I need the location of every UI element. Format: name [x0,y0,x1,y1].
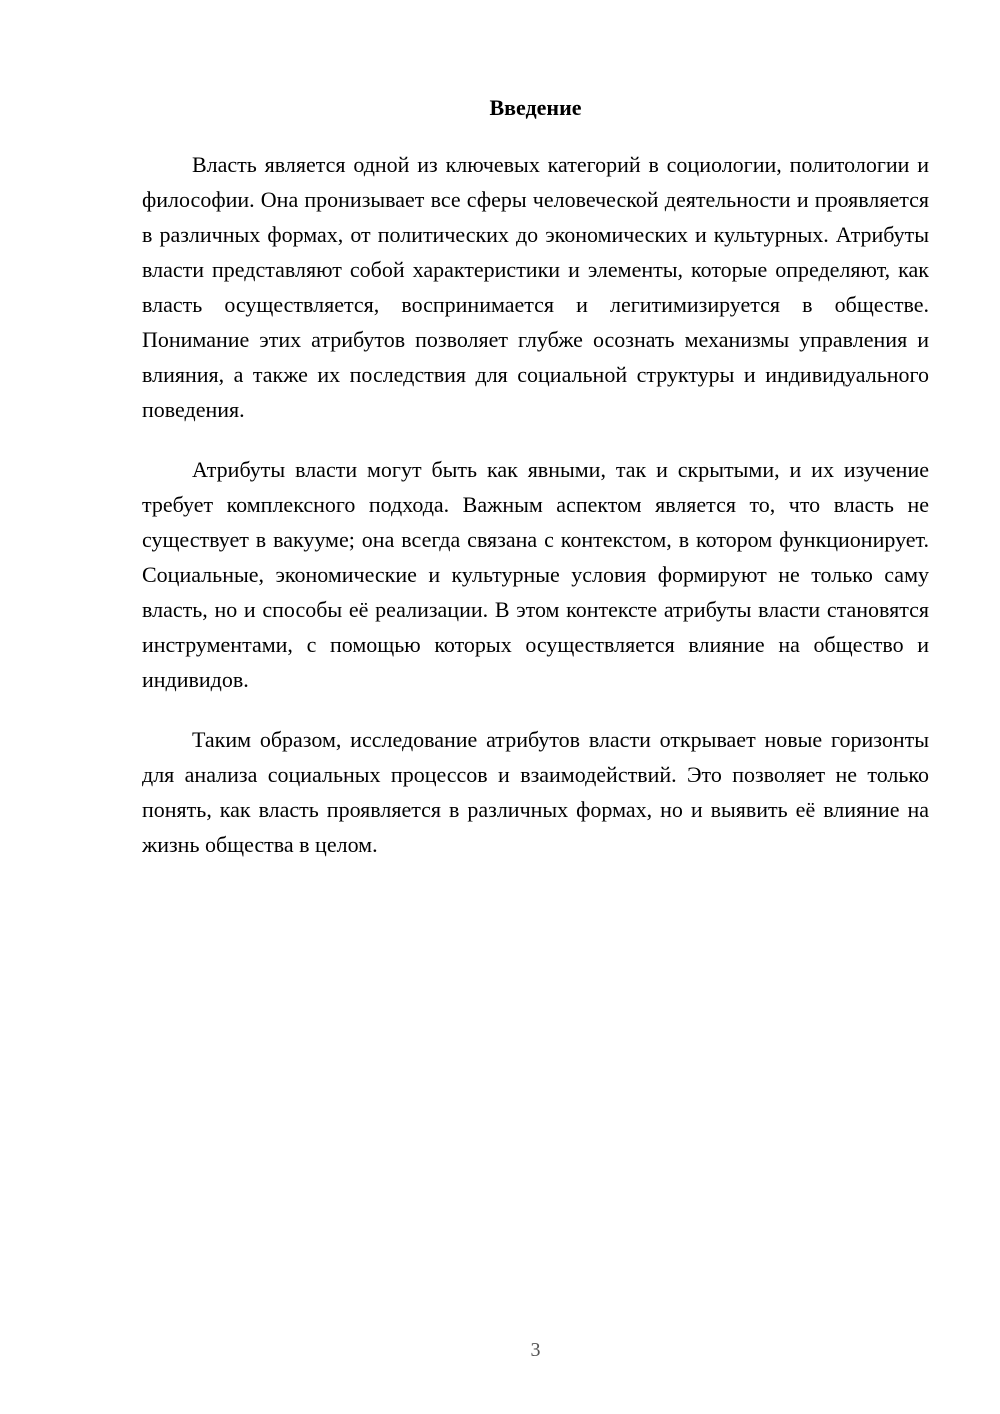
paragraph-3: Таким образом, исследование атрибутов власти открывает новые горизонты для анализа социальных процессов и взаимодействий. Это позволяет не только понять, как власть проявляется в различных формах, но и выявить её влияние на жизнь общества в целом. [142,727,929,857]
paragraph-2: Атрибуты власти могут быть как явными, так и скрытыми, и их изучение требует комплексного подхода. Важным аспектом является то, что власть не существует в вакууме; она всегда связана с контекстом, в котором функционирует. Социальные, экономические и культурные условия формируют не только саму власть, но и способы её реализации. В этом контексте атрибуты власти становятся инструментами, с помощью которых осуществляется влияние на общество и индивидов. [142,457,929,692]
page-number: 3 [530,1339,541,1361]
section-heading: Введение [489,95,582,120]
paragraph-1: Власть является одной из ключевых категорий в социологии, политологии и философии. Она пронизывает все сферы человеческой деятельности и проявляется в различных формах, от политических до экономических и культурных. Атрибуты власти представляют собой характеристики и элементы, которые определяют, как власть осуществляется, воспринимается и легитимизируется в обществе. Понимание этих атрибутов позволяет глубже осознать механизмы управления и влияния, а также их последствия для социальной структуры и индивидуального поведения. [142,152,929,422]
